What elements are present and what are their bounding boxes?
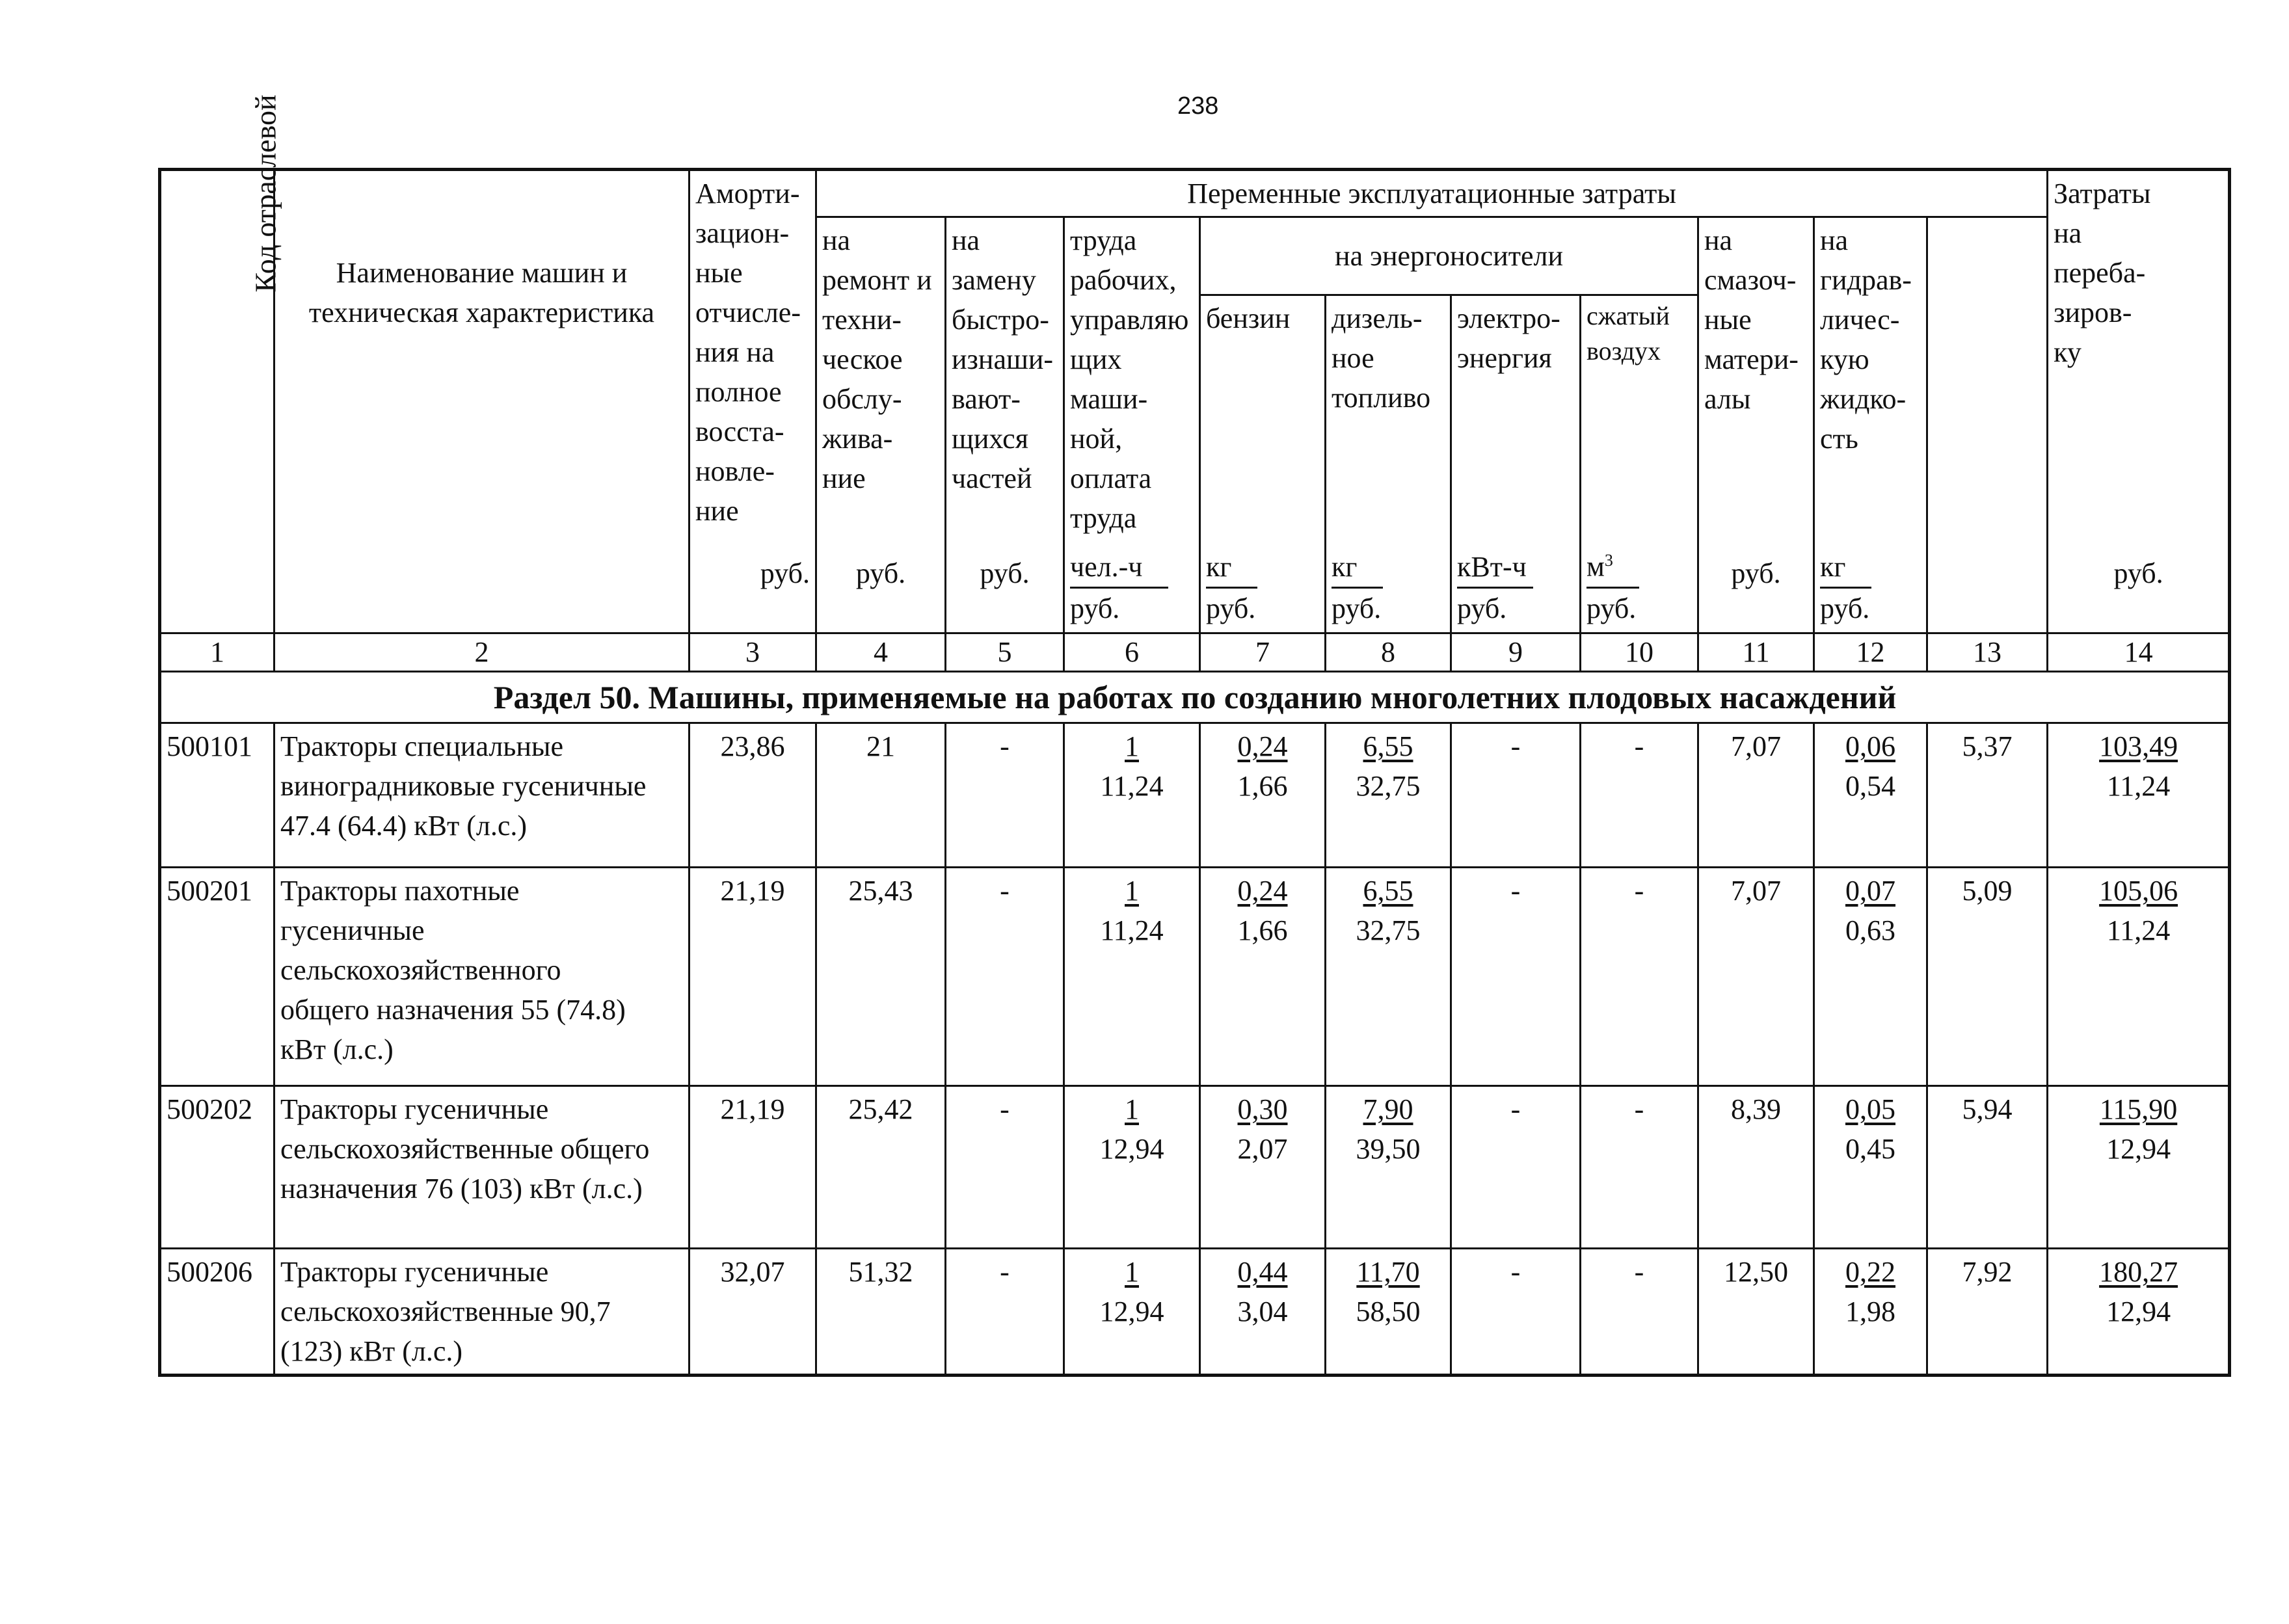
machine-name-line: сельскохозяйственные 90,7 (280, 1296, 611, 1327)
labor-value (1064, 868, 1200, 1086)
machine-code: 500201 (160, 868, 274, 1086)
header-line: жива- (822, 423, 893, 455)
header-line: кую (1820, 343, 1869, 375)
machine-name-line: 47.4 (64.4) кВт (л.с.) (280, 810, 528, 842)
labor-value-numerator: 1 (1125, 730, 1139, 762)
header-line: сть (1820, 423, 1858, 455)
table-row (160, 1249, 2230, 1376)
header-line: ное (1332, 342, 1374, 374)
header-line: топливо (1332, 382, 1431, 414)
header-labor: труда рабочих, управляю щих маши- ной, оплата труда чел.-ч руб. (1064, 217, 1200, 633)
header-parts-lines (952, 220, 1058, 498)
header-labor-lines (1070, 220, 1194, 538)
labor-value-numerator: 1 (1125, 1256, 1139, 1288)
diesel-value (1326, 723, 1451, 868)
header-petrol: бензин кг руб. (1200, 295, 1326, 633)
machine-name-line: назначения 76 (103) кВт (л.с.) (280, 1173, 643, 1205)
petrol-value-numerator: 0,30 (1237, 1093, 1288, 1125)
header-line: гидрав- (1820, 264, 1912, 296)
machine-name (274, 723, 689, 868)
petrol-value-denominator: 3,04 (1237, 1296, 1288, 1327)
machine-name-line: Тракторы гусеничные (280, 1093, 549, 1125)
machine-name-line: сельскохозяйственные общего (280, 1133, 650, 1165)
header-line: рабочих, (1070, 264, 1177, 296)
hydro-value (1814, 868, 1927, 1086)
header-line: энергия (1457, 342, 1552, 374)
header-line: ные (1704, 304, 1752, 336)
header-name: Наименование машин и техническая характеристика (274, 170, 689, 633)
section-title: Раздел 50. Машины, применяемые на работах по созданию многолетних плодовых насаждений (160, 672, 2230, 723)
labor-value-denominator: 11,24 (1100, 914, 1164, 946)
header-line: зиров- (2054, 297, 2132, 328)
table-row (160, 1086, 2230, 1249)
air-value: - (1581, 868, 1698, 1086)
header-air-lines (1586, 299, 1692, 369)
labor-value-denominator: 12,94 (1099, 1133, 1164, 1165)
diesel-value-denominator: 39,50 (1356, 1133, 1421, 1165)
diesel-value-numerator: 7,90 (1363, 1093, 1413, 1125)
header-line: вают- (952, 383, 1021, 415)
hydro-value-numerator: 0,07 (1845, 875, 1895, 907)
machine-name (274, 1086, 689, 1249)
header-line: обслу- (822, 383, 902, 415)
machine-name-line: сельскохозяйственного (280, 954, 561, 986)
header-line: ку (2054, 336, 2082, 368)
diesel-value-numerator: 6,55 (1363, 875, 1413, 907)
diesel-value-denominator: 32,75 (1356, 914, 1421, 946)
machine-name-line: Тракторы гусеничные (280, 1256, 549, 1288)
diesel-value-numerator: 11,70 (1356, 1256, 1420, 1288)
petrol-value-denominator: 2,07 (1237, 1133, 1288, 1165)
machine-code: 500202 (160, 1086, 274, 1249)
header-line: управляю (1070, 304, 1189, 336)
labor-value-denominator: 11,24 (1100, 770, 1164, 802)
header-line: щихся (952, 423, 1028, 455)
estimate-value-numerator: 105,06 (2099, 875, 2178, 907)
machine-name (274, 1249, 689, 1376)
header-repair: на ремонт и техни- ческое обслу- жива- ние руб. (816, 217, 946, 633)
header-line: зацион- (695, 217, 790, 249)
header-line: маши- (1070, 383, 1148, 415)
header-diesel-lines (1332, 299, 1445, 418)
header-line: труда (1070, 502, 1137, 534)
header-parts: на замену быстро- изнаши- вают- щихся частей руб. (946, 217, 1064, 633)
header-line: полное (695, 376, 782, 408)
machine-name-line: общего назначения 55 (74.8) (280, 994, 626, 1026)
repair-value: 25,43 (816, 868, 946, 1086)
header-transport: Затраты на переба- зиров- ку руб. (2048, 170, 2230, 633)
header-line: ния на (695, 336, 775, 368)
hydro-value-numerator: 0,22 (1845, 1256, 1895, 1288)
amortization-value: 21,19 (689, 1086, 816, 1249)
header-line: труда (1070, 224, 1137, 256)
header-line: ческое (822, 343, 903, 375)
header-line: сжатый (1586, 301, 1670, 330)
hydro-value-denominator: 0,45 (1845, 1133, 1895, 1165)
header-line: частей (952, 462, 1032, 494)
estimate-value (2048, 1086, 2230, 1249)
labor-value-denominator: 12,94 (1099, 1296, 1164, 1327)
parts-value: - (946, 868, 1064, 1086)
amortization-value: 32,07 (689, 1249, 816, 1376)
header-line: жидко- (1820, 383, 1907, 415)
diesel-value-denominator: 32,75 (1356, 770, 1421, 802)
labor-value (1064, 1086, 1200, 1249)
air-value: - (1581, 1086, 1698, 1249)
petrol-value-numerator: 0,24 (1237, 730, 1288, 762)
header-line: алы (1704, 383, 1751, 415)
header-hydro-lines (1820, 220, 1921, 459)
machine-name-line: кВт (л.с.) (280, 1033, 394, 1065)
header-line: воздух (1586, 336, 1661, 366)
transport-value: 7,92 (1927, 1249, 2048, 1376)
header-line: быстро- (952, 304, 1049, 336)
transport-value: 5,94 (1927, 1086, 2048, 1249)
machine-name (274, 868, 689, 1086)
electric-value: - (1451, 1249, 1581, 1376)
table-row (160, 868, 2230, 1086)
petrol-value (1200, 723, 1326, 868)
header-line: ние (695, 495, 739, 527)
diesel-value (1326, 1086, 1451, 1249)
transport-value: 5,37 (1927, 723, 2048, 868)
petrol-value (1200, 1249, 1326, 1376)
header-variable-costs: Переменные эксплуатационные затраты (816, 170, 2048, 217)
header-line: оплата (1070, 462, 1152, 494)
hydro-value (1814, 723, 1927, 868)
machine-name-line: виноградниковые гусеничные (280, 770, 647, 802)
header-line: матери- (1704, 343, 1799, 375)
machine-name-line: (123) кВт (л.с.) (280, 1335, 463, 1367)
header-amort-lines (695, 174, 810, 531)
hydro-value-numerator: 0,05 (1845, 1093, 1895, 1125)
labor-value (1064, 1249, 1200, 1376)
amortization-value: 23,86 (689, 723, 816, 868)
parts-value: - (946, 723, 1064, 868)
repair-value: 21 (816, 723, 946, 868)
amortization-value: 21,19 (689, 868, 816, 1086)
estimate-value-denominator: 11,24 (2106, 770, 2171, 802)
air-value: - (1581, 723, 1698, 868)
estimate-value (2048, 723, 2230, 868)
petrol-value (1200, 1086, 1326, 1249)
header-line: на (2054, 217, 2082, 249)
page-number: 238 (1177, 92, 1219, 120)
header-line: на (822, 224, 851, 256)
header-line: личес- (1820, 304, 1900, 336)
electric-value: - (1451, 868, 1581, 1086)
header-amort: Аморти- зацион- ные отчисле- ния на полное восста- новле- ние руб. (689, 170, 816, 633)
table-row (160, 723, 2230, 868)
header-line: щих (1070, 343, 1122, 375)
estimate-value-numerator: 103,49 (2099, 730, 2178, 762)
header-code: Код отраслевой (160, 170, 274, 633)
lube-value: 12,50 (1698, 1249, 1814, 1376)
petrol-value-denominator: 1,66 (1237, 770, 1288, 802)
estimate-value-numerator: 115,90 (2099, 1093, 2178, 1125)
header-transport-lines (2054, 174, 2223, 372)
petrol-value-numerator: 0,24 (1237, 875, 1288, 907)
estimate-value-denominator: 12,94 (2106, 1133, 2171, 1165)
header-line: на (952, 224, 980, 256)
labor-value-numerator: 1 (1125, 875, 1139, 907)
header-line: Аморти- (695, 178, 800, 209)
header-line: ной, (1070, 423, 1123, 455)
estimate-value (2048, 868, 2230, 1086)
header-line: восста- (695, 416, 784, 447)
repair-value: 51,32 (816, 1249, 946, 1376)
header-line: на (1820, 224, 1849, 256)
header-line: новле- (695, 455, 775, 487)
header-line: дизель- (1332, 302, 1423, 334)
labor-value (1064, 723, 1200, 868)
header-line: Затраты (2054, 178, 2151, 209)
machine-code: 500206 (160, 1249, 274, 1376)
hydro-value (1814, 1086, 1927, 1249)
hydro-value-denominator: 0,63 (1845, 914, 1895, 946)
header-line: смазоч- (1704, 264, 1797, 296)
header-lube-lines (1704, 220, 1808, 419)
petrol-value-denominator: 1,66 (1237, 914, 1288, 946)
header-electric: электро- энергия кВт-ч руб. (1451, 295, 1581, 633)
estimate-value-denominator: 11,24 (2106, 914, 2171, 946)
header-line: замену (952, 264, 1036, 296)
header-line: ние (822, 462, 866, 494)
header-electric-lines (1457, 299, 1574, 378)
header-line: ные (695, 257, 743, 289)
lube-value: 7,07 (1698, 723, 1814, 868)
header-lube: на смазоч- ные матери- алы руб. (1698, 217, 1814, 633)
header-line: техни- (822, 304, 902, 336)
repair-value: 25,42 (816, 1086, 946, 1249)
header-line: электро- (1457, 302, 1560, 334)
header-hydro: на гидрав- личес- кую жидко- сть кг руб. (1814, 217, 1927, 633)
diesel-value (1326, 868, 1451, 1086)
diesel-value-denominator: 58,50 (1356, 1296, 1421, 1327)
estimate-value-denominator: 12,94 (2106, 1296, 2171, 1327)
header-line: отчисле- (695, 297, 801, 328)
column-numbers-row: 1 2 3 4 5 6 7 8 9 10 11 12 13 14 (160, 633, 2230, 672)
header-diesel: дизель- ное топливо кг руб. (1326, 295, 1451, 633)
hydro-value (1814, 1249, 1927, 1376)
header-air: сжатый воздух $м^3$ руб. (1581, 295, 1698, 633)
hydro-value-denominator: 0,54 (1845, 770, 1895, 802)
air-value: - (1581, 1249, 1698, 1376)
parts-value: - (946, 1086, 1064, 1249)
machine-name-line: Тракторы специальные (280, 730, 564, 762)
labor-value-numerator: 1 (1125, 1093, 1139, 1125)
parts-value: - (946, 1249, 1064, 1376)
estimate-value (2048, 1249, 2230, 1376)
header-line: переба- (2054, 257, 2146, 289)
transport-value: 5,09 (1927, 868, 2048, 1086)
lube-value: 7,07 (1698, 868, 1814, 1086)
electric-value: - (1451, 723, 1581, 868)
hydro-value-denominator: 1,98 (1845, 1296, 1895, 1327)
estimate-value-numerator: 180,27 (2099, 1256, 2178, 1288)
petrol-value (1200, 868, 1326, 1086)
machine-code: 500101 (160, 723, 274, 868)
machine-name-line: гусеничные (280, 914, 425, 946)
header-line: ремонт и (822, 264, 932, 296)
diesel-value (1326, 1249, 1451, 1376)
hydro-value-numerator: 0,06 (1845, 730, 1895, 762)
machine-cost-table (158, 94, 2231, 1377)
machine-name-line: Тракторы пахотные (280, 875, 520, 907)
header-line: на (1704, 224, 1733, 256)
header-line: изнаши- (952, 343, 1054, 375)
header-energy: на энергоносители (1200, 217, 1698, 295)
electric-value: - (1451, 1086, 1581, 1249)
header-repair-lines (822, 220, 939, 498)
diesel-value-numerator: 6,55 (1363, 730, 1413, 762)
lube-value: 8,39 (1698, 1086, 1814, 1249)
petrol-value-numerator: 0,44 (1237, 1256, 1288, 1288)
